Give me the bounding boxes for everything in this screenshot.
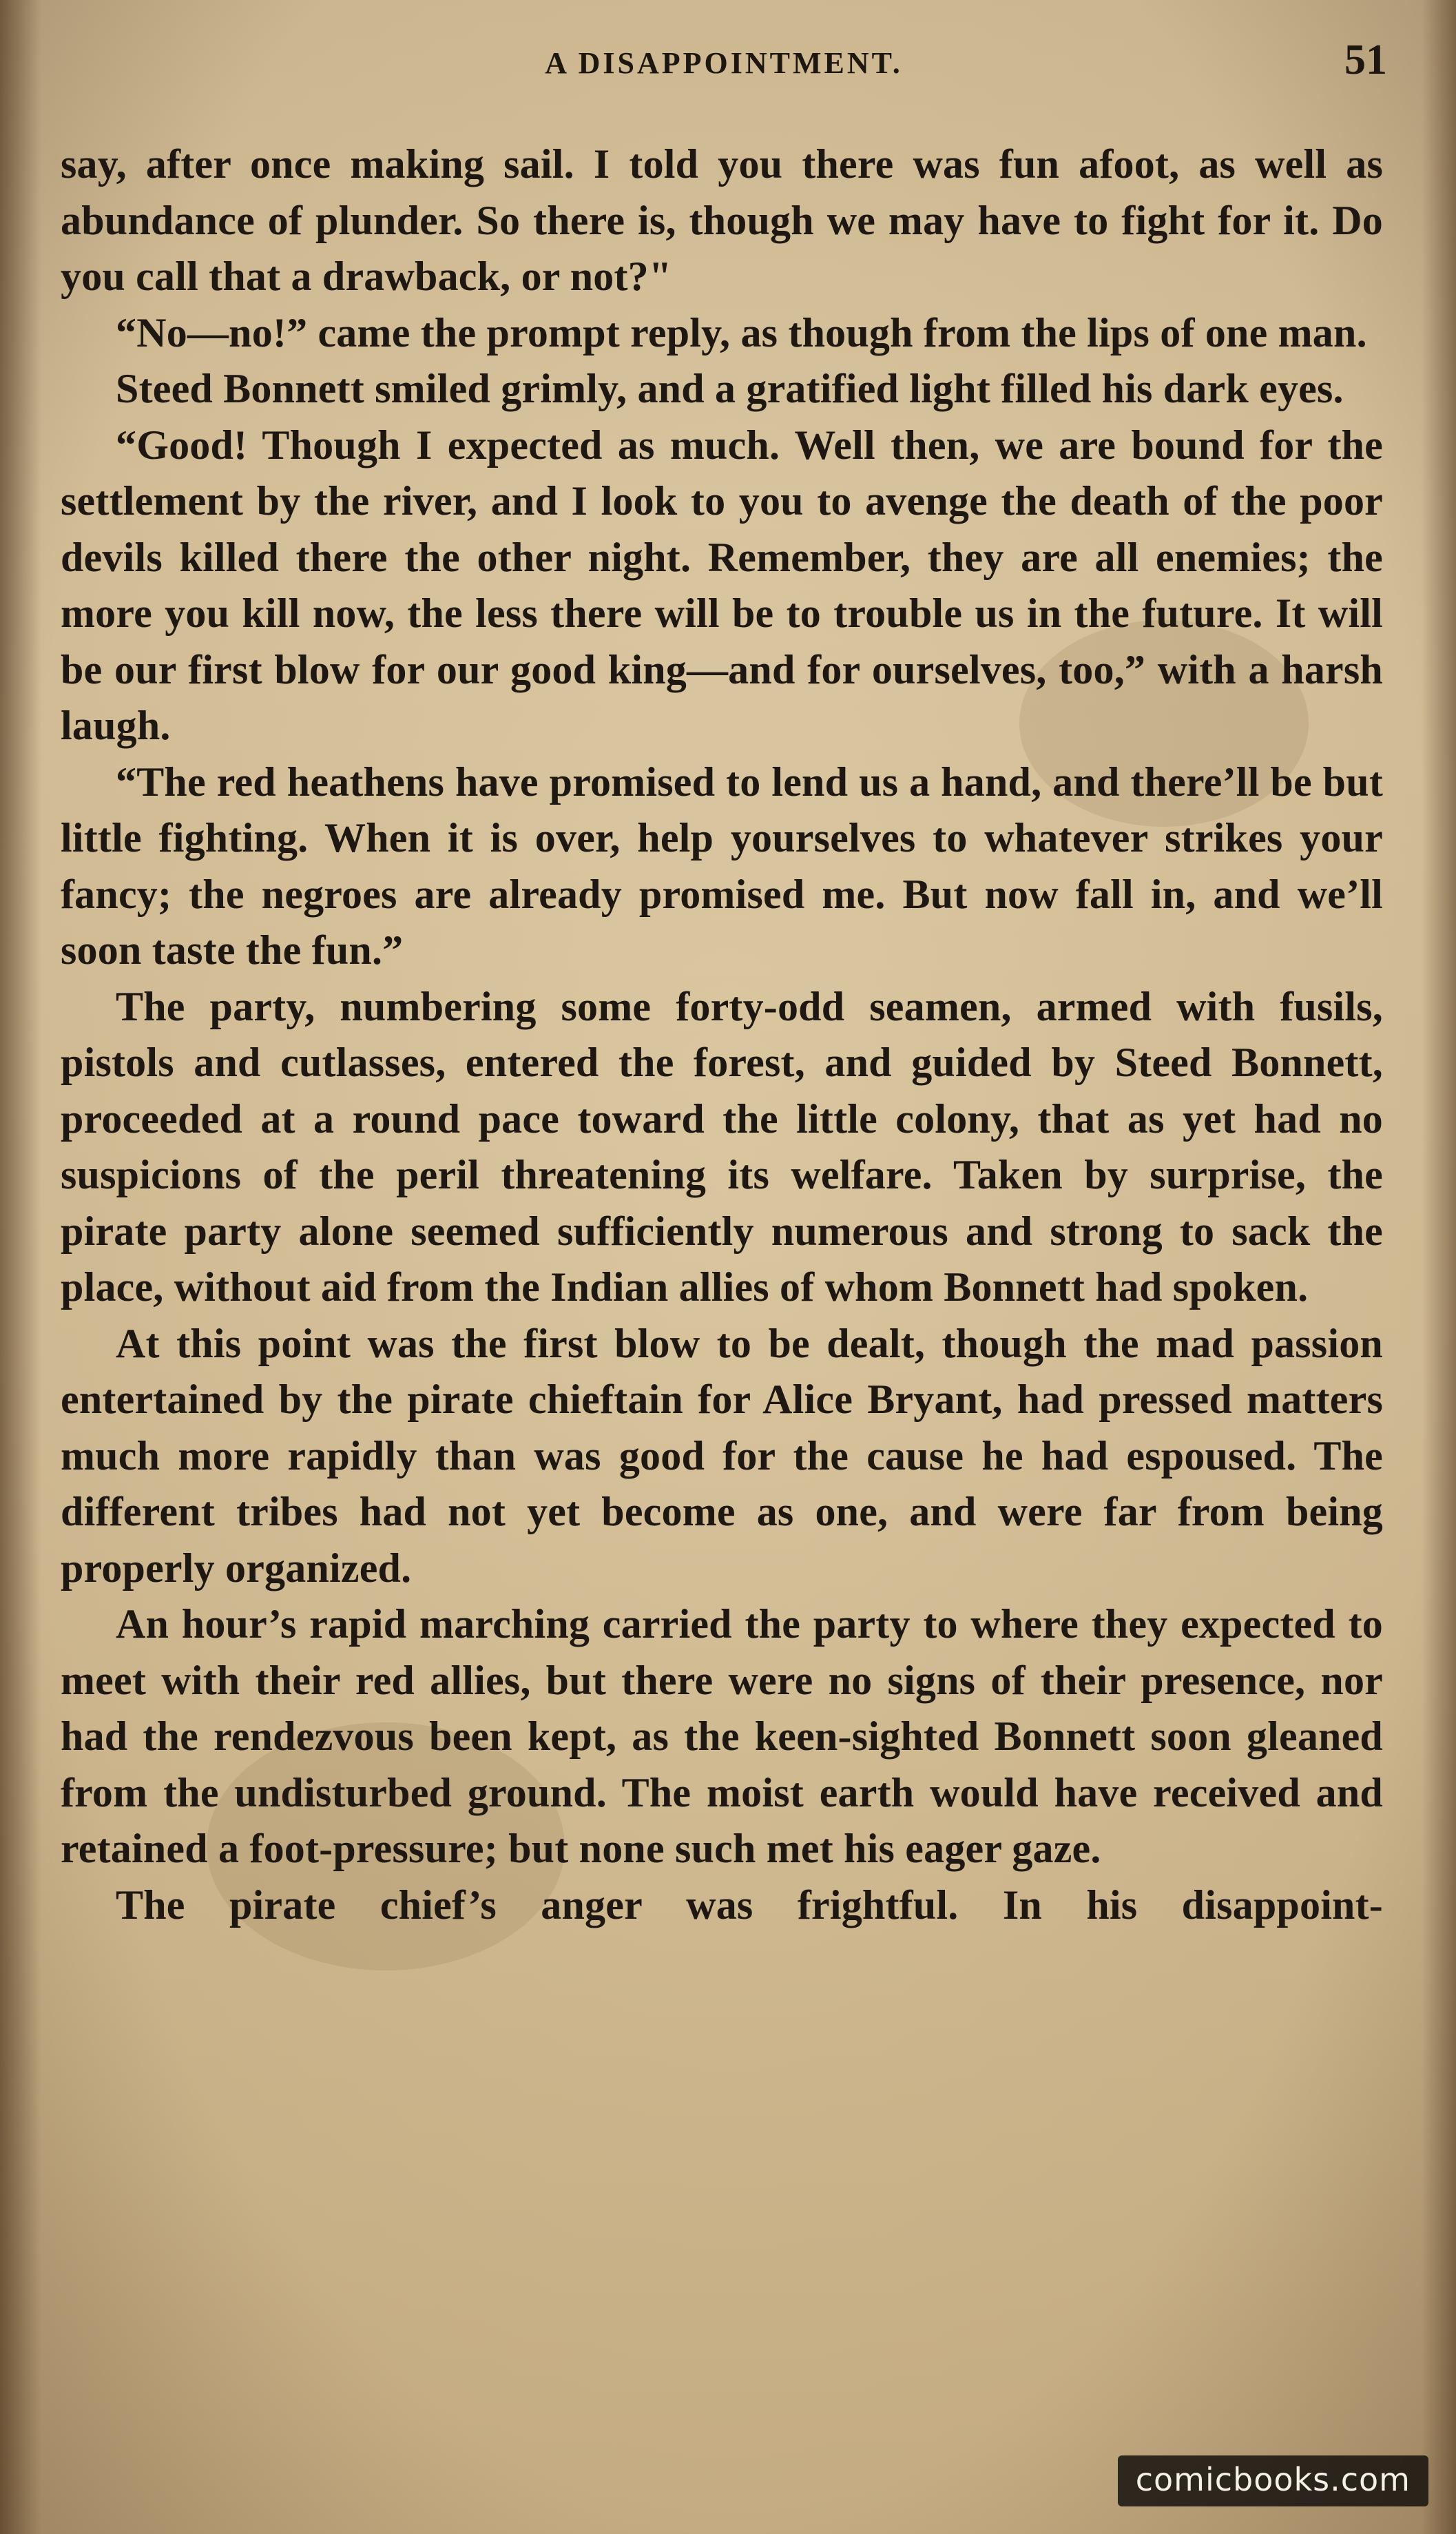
- page-header: [61, 36, 1387, 91]
- paragraph: At this point was the first blow to be dealt, though the mad passion entertained by the pirate chieftain for Alice Bryant, had pressed matters much more rapidly than was good for the cause he had espoused. The different tribes had not yet become as one, and were far from being properly organized.: [61, 1320, 1383, 1591]
- paragraph: The party, numbering some forty-odd seamen, armed with fusils, pistols and cutlasses, entered the forest, and guided by Steed Bonnett, proceeded at a round pace toward the little colony, that as yet had no suspicions of the peril threatening its welfare. Taken by surprise, the pirate party alone seemed sufficiently numerous and strong to sack the place, without aid from the Indian allies of whom Bonnett had spoken.: [61, 983, 1383, 1310]
- body-text: [61, 136, 1383, 1933]
- paragraph: “Good! Though I expected as much. Well then, we are bound for the settlement by the river, and I look to you to avenge the death of the poor devils killed there the other night. Remember, they are all enemies; the more you kill now, the less there will be to trouble us in the future. It will be our first blow for our good king—and for ourselves, too,” with a harsh laugh.: [61, 422, 1383, 748]
- paragraph: Steed Bonnett smiled grimly, and a gratified light filled his dark eyes.: [116, 366, 1344, 411]
- running-head: A DISAPPOINTMENT.: [545, 46, 903, 80]
- watermark-label: comicbooks.com: [1118, 2455, 1428, 2506]
- paragraph: say, after once making sail. I told you there was fun afoot, as well as abundance of plunder. So there is, though we may have to fight for it. Do you call that a drawback, or not?": [61, 141, 1383, 299]
- page-number: 51: [1344, 37, 1387, 83]
- paragraph: “No—no!” came the prompt reply, as though from the lips of one man.: [116, 309, 1367, 356]
- paragraph: “The red heathens have promised to lend us a hand, and there’ll be but little fighting. When it is over, help yourselves to whatever strikes your fancy; the negroes are already promised me. But now fall in, and we’ll soon taste the fun.”: [61, 759, 1383, 973]
- paragraph: The pirate chief’s anger was frightful. In his disappoint-: [116, 1882, 1383, 1928]
- paragraph: An hour’s rapid marching carried the party to where they expected to meet with their red allies, but there were no signs of their presence, nor had the rendezvous been kept, as the keen-sighted Bonnett soon gleaned from the undisturbed ground. The moist earth would have received and retained a foot-pressure; but none such met his eager gaze.: [61, 1601, 1383, 1871]
